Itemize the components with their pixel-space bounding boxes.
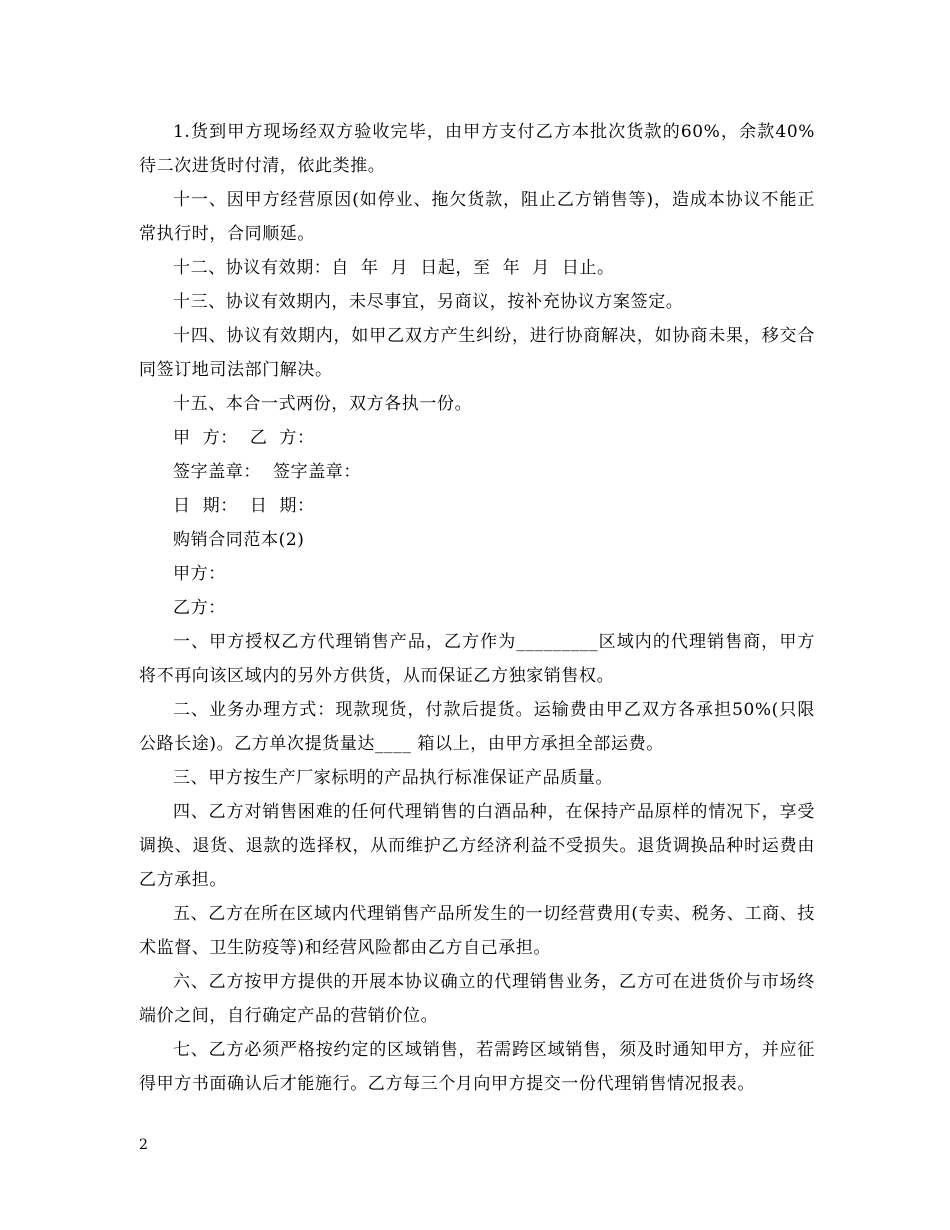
- signature-seal: 签字盖章： 签字盖章：: [173, 462, 362, 482]
- paragraph-payment-terms: 1.货到甲方现场经双方验收完毕，由甲方支付乙方本批次货款的60%，余款40%待二次进货时付清，依此类推。: [139, 122, 815, 176]
- paragraph-article-4: 四、乙方对销售困难的任何代理销售的白酒品种，在保持产品原样的情况下，享受调换、退货、退款的选择权，从而维护乙方经济利益不受损失。退货调换品种时运费由乙方承担。: [139, 802, 815, 890]
- paragraph-clause-13: 十三、协议有效期内，未尽事宜，另商议，按补充协议方案签定。: [173, 292, 684, 312]
- paragraph-article-3: 三、甲方按生产厂家标明的产品执行标准保证产品质量。: [173, 768, 613, 788]
- paragraph-clause-12: 十二、协议有效期：自 年 月 日起，至 年 月 日止。: [173, 258, 615, 278]
- party-a: 甲方：: [173, 564, 226, 584]
- paragraph-clause-11: 十一、因甲方经营原因(如停业、拖欠货款，阻止乙方销售等)，造成本协议不能正常执行时，合同顺延。: [139, 190, 815, 244]
- paragraph-article-2: 二、业务办理方式：现款现货，付款后提货。运输费由甲乙双方各承担50%(只限公路长途)。乙方单次提货量达____ 箱以上，由甲方承担全部运费。: [139, 700, 815, 754]
- paragraph-article-6: 六、乙方按甲方提供的开展本协议确立的代理销售业务，乙方可在进货价与市场终端价之间，自行确定产品的营销价位。: [139, 972, 815, 1026]
- signature-parties: 甲 方： 乙 方：: [173, 428, 315, 448]
- paragraph-article-5: 五、乙方在所在区域内代理销售产品所发生的一切经营费用(专卖、税务、工商、技术监督、卫生防疫等)和经营风险都由乙方自己承担。: [139, 904, 815, 958]
- paragraph-clause-15: 十五、本合一式两份，双方各执一份。: [173, 394, 473, 414]
- paragraph-article-1: 一、甲方授权乙方代理销售产品，乙方作为_________区域内的代理销售商，甲方将不再向该区域内的另外方供货，从而保证乙方独家销售权。: [139, 632, 815, 686]
- paragraph-article-7: 七、乙方必须严格按约定的区域销售，若需跨区域销售，须及时通知甲方，并应征得甲方书面确认后才能施行。乙方每三个月向甲方提交一份代理销售情况报表。: [139, 1040, 815, 1094]
- paragraph-clause-14: 十四、协议有效期内，如甲乙双方产生纠纷，进行协商解决，如协商未果，移交合同签订地司法部门解决。: [139, 326, 815, 380]
- party-b: 乙方：: [173, 598, 226, 618]
- signature-date: 日 期： 日 期：: [173, 496, 315, 516]
- contract-title: 购销合同范本(2): [173, 530, 305, 550]
- page-number: 2: [139, 1137, 148, 1153]
- document-body: [139, 115, 815, 1101]
